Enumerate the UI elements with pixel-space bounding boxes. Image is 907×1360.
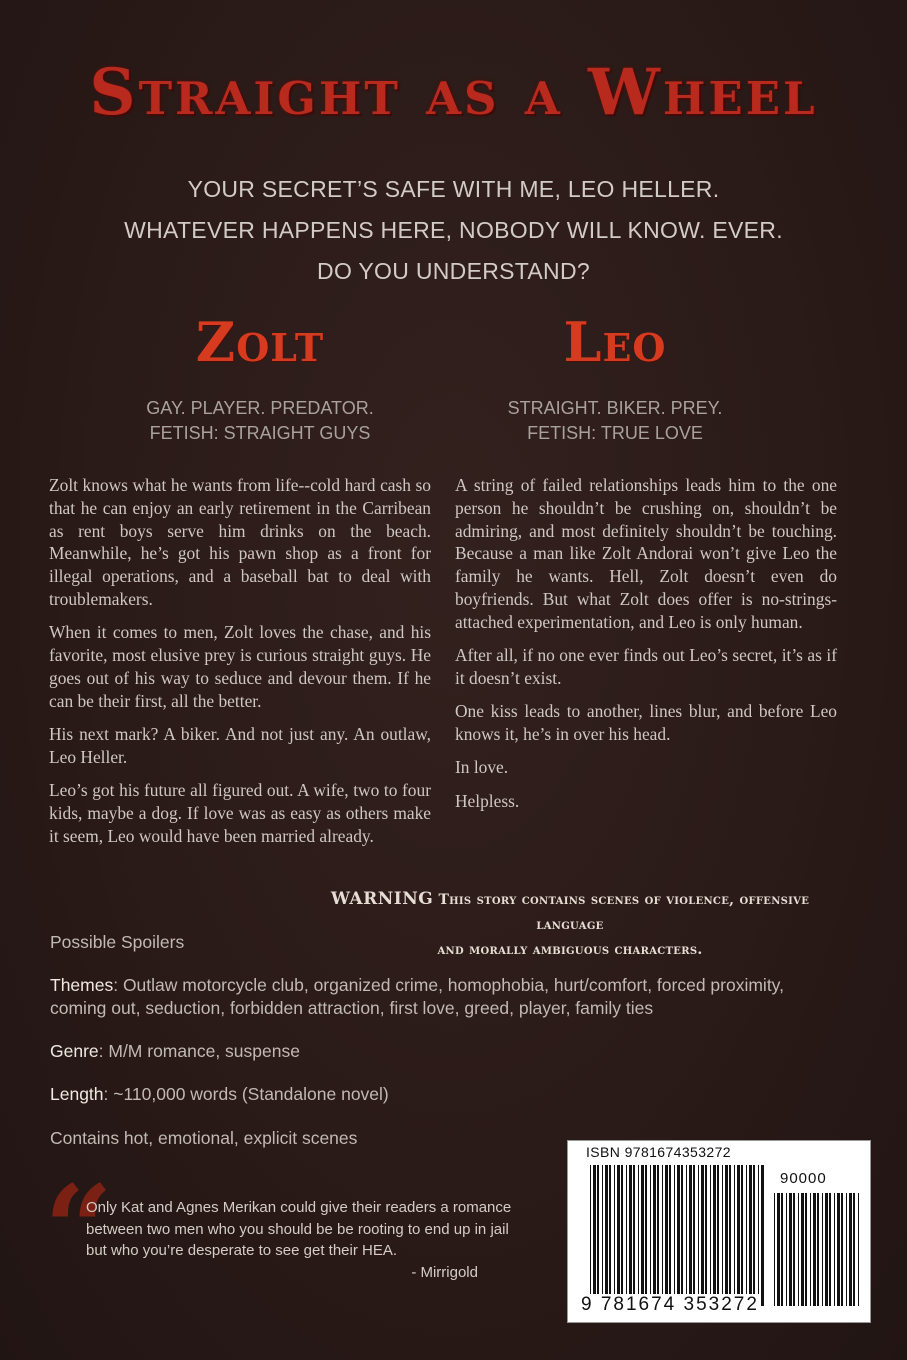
barcode-bar	[853, 1193, 855, 1306]
blurb-paragraph: His next mark? A biker. And not just any. An outlaw, Leo Heller.	[49, 723, 431, 767]
barcode-bar	[793, 1193, 795, 1306]
book-title: Straight as a Wheel	[89, 55, 818, 130]
content-warning	[300, 887, 840, 963]
barcode-bar	[834, 1193, 835, 1306]
barcode-bar	[846, 1193, 847, 1306]
barcode-bar	[638, 1165, 639, 1306]
right-blurb-column	[455, 474, 837, 823]
barcode-bar	[693, 1165, 695, 1306]
barcode-bar	[593, 1165, 596, 1306]
length-label: Length	[50, 1084, 104, 1104]
barcode-bar	[758, 1165, 759, 1306]
zolt-description	[110, 396, 410, 446]
zolt-desc-line-1: GAY. PLAYER. PREDATOR.	[146, 398, 374, 418]
tagline-line-2: WHATEVER HAPPENS HERE, NOBODY WILL KNOW. EVER.	[124, 217, 783, 243]
leo-description	[465, 396, 765, 446]
blurb-paragraph: When it comes to men, Zolt loves the chase, and his favorite, most elusive prey is curious straight guys. He goes out of his way to seduce and devour them. If he can be their first, all the better.	[49, 622, 431, 711]
barcode-bar	[810, 1193, 811, 1306]
genre-text: : M/M romance, suspense	[98, 1041, 300, 1061]
blurb-paragraph: After all, if no one ever finds out Leo’s secret, it’s as if it doesn’t exist.	[455, 645, 837, 688]
barcode-bar	[629, 1165, 632, 1306]
barcode-bar	[749, 1165, 752, 1306]
blurb-paragraph: Helpless.	[455, 790, 520, 811]
barcode-bar	[626, 1165, 627, 1306]
barcode-bar	[653, 1165, 656, 1306]
blurb-paragraph: In love.	[455, 757, 509, 778]
spoilers-heading: Possible Spoilers	[50, 932, 185, 952]
barcode-bar	[650, 1165, 651, 1306]
barcode-bar	[858, 1193, 859, 1306]
barcode-bar	[825, 1193, 828, 1306]
quote-attribution: - Mirrigold	[411, 1264, 478, 1281]
barcode-bar	[677, 1165, 680, 1306]
barcode-bar	[609, 1165, 611, 1306]
barcode-bar	[829, 1193, 831, 1306]
barcode-bar	[737, 1165, 740, 1306]
barcode-bar	[602, 1165, 603, 1306]
barcode-bar	[701, 1165, 704, 1306]
barcode-bar	[741, 1165, 743, 1306]
themes-label: Themes	[50, 975, 114, 995]
barcode-bar	[674, 1165, 675, 1306]
barcode-bar	[713, 1165, 716, 1306]
barcode-bar	[597, 1165, 599, 1306]
barcode-number: 9 781674 353272	[581, 1294, 759, 1315]
barcode-bar	[689, 1165, 692, 1306]
barcode-bar	[614, 1165, 615, 1306]
leo-desc-line-2: FETISH: TRUE LOVE	[527, 423, 703, 443]
barcode-bar	[633, 1165, 635, 1306]
barcode-bar	[617, 1165, 620, 1306]
barcode-bar	[813, 1193, 816, 1306]
barcode-bar	[717, 1165, 719, 1306]
barcode-bar	[822, 1193, 823, 1306]
barcode-bar	[621, 1165, 623, 1306]
price-code: 90000	[780, 1170, 827, 1187]
quote-mark-icon: “	[44, 1159, 114, 1300]
isbn-barcode-panel	[567, 1140, 871, 1323]
left-blurb-column	[49, 474, 431, 858]
barcode-bar	[657, 1165, 659, 1306]
barcode-bar	[590, 1165, 591, 1306]
warning-line-2: and morally ambiguous characters.	[437, 942, 703, 958]
blurb-paragraph: A string of failed relationships leads him to the one person he shouldn’t be crushing on, shouldn’t be admiring, and most definitely shouldn’t be touching. Because a man like Zolt Andorai won’t give Leo the family he wants. Hell, Zolt doesn’t even do boyfriends. But what Zolt does offer is no-strings-attached experimentation, and Leo is only human.	[455, 475, 837, 632]
character-name-zolt: Zolt	[195, 310, 325, 374]
zolt-desc-line-2: FETISH: STRAIGHT GUYS	[149, 423, 371, 443]
barcode-bar	[805, 1193, 807, 1306]
barcode-bar	[817, 1193, 819, 1306]
barcode-bar	[698, 1165, 699, 1306]
tagline-line-3: DO YOU UNDERSTAND?	[317, 258, 590, 284]
barcode-bar	[781, 1193, 783, 1306]
genre-info	[50, 1041, 300, 1062]
barcode-bar	[774, 1193, 775, 1306]
character-name-leo: Leo	[563, 310, 667, 374]
themes-text: : Outlaw motorcycle club, organized crime, homophobia, hurt/comfort, forced proximity, coming out, seduction, forbidden attraction, first love, greed, player, family ties	[50, 975, 784, 1018]
barcode-bar	[849, 1193, 852, 1306]
barcode-bar	[761, 1165, 764, 1306]
warning-line-1: This story contains scenes of violence, offensive language	[438, 892, 810, 933]
length-info	[50, 1084, 389, 1105]
barcode-bar	[801, 1193, 804, 1306]
barcode-bar	[662, 1165, 663, 1306]
barcode-bar	[725, 1165, 728, 1306]
tagline-line-1: YOUR SECRET’S SAFE WITH ME, LEO HELLER.	[187, 176, 720, 202]
blurb-paragraph: Zolt knows what he wants from life--cold hard cash so that he can enjoy an early retirement in the Carribean as rent boys serve him drinks on the beach. Meanwhile, he’s got his pawn shop as a front for illegal operations, and a baseball bat to deal with troublemakers.	[49, 475, 431, 609]
blurb-paragraph: Leo’s got his future all figured out. A wife, two to four kids, maybe a dog. If love was as easy as others make it seem, Leo would have been married already.	[49, 780, 431, 846]
barcode-bar	[645, 1165, 647, 1306]
barcode-bar	[841, 1193, 843, 1306]
length-text: : ~110,000 words (Standalone novel)	[103, 1084, 389, 1104]
barcode-bar	[729, 1165, 731, 1306]
review-quote: Only Kat and Agnes Merikan could give their readers a romance between two men who you should be be rooting to end up in jail but who you’re desperate to see get their HEA.	[86, 1199, 512, 1259]
barcode-bar	[722, 1165, 723, 1306]
barcode-bar	[777, 1193, 780, 1306]
barcode-bar	[686, 1165, 687, 1306]
blurb-paragraph: One kiss leads to another, lines blur, and before Leo knows it, he’s in over his head.	[455, 701, 837, 744]
barcode-bar	[605, 1165, 608, 1306]
barcode-bar	[789, 1193, 792, 1306]
leo-desc-line-1: STRAIGHT. BIKER. PREY.	[507, 398, 723, 418]
barcode-bar	[665, 1165, 668, 1306]
barcode-bar	[746, 1165, 747, 1306]
isbn-label: ISBN 9781674353272	[586, 1144, 731, 1160]
barcode-bar	[734, 1165, 735, 1306]
barcode-bar	[681, 1165, 683, 1306]
contains-info: Contains hot, emotional, explicit scenes	[50, 1128, 358, 1148]
barcode-bar	[798, 1193, 799, 1306]
barcode-bar	[837, 1193, 840, 1306]
barcode-bar	[641, 1165, 644, 1306]
barcode-bar	[786, 1193, 787, 1306]
warning-label: WARNING	[330, 889, 434, 909]
barcode-bar	[710, 1165, 711, 1306]
barcode-bar	[705, 1165, 707, 1306]
genre-label: Genre	[50, 1041, 99, 1061]
themes-info	[50, 974, 810, 1020]
barcode-bar	[669, 1165, 671, 1306]
barcode-bar	[753, 1165, 755, 1306]
